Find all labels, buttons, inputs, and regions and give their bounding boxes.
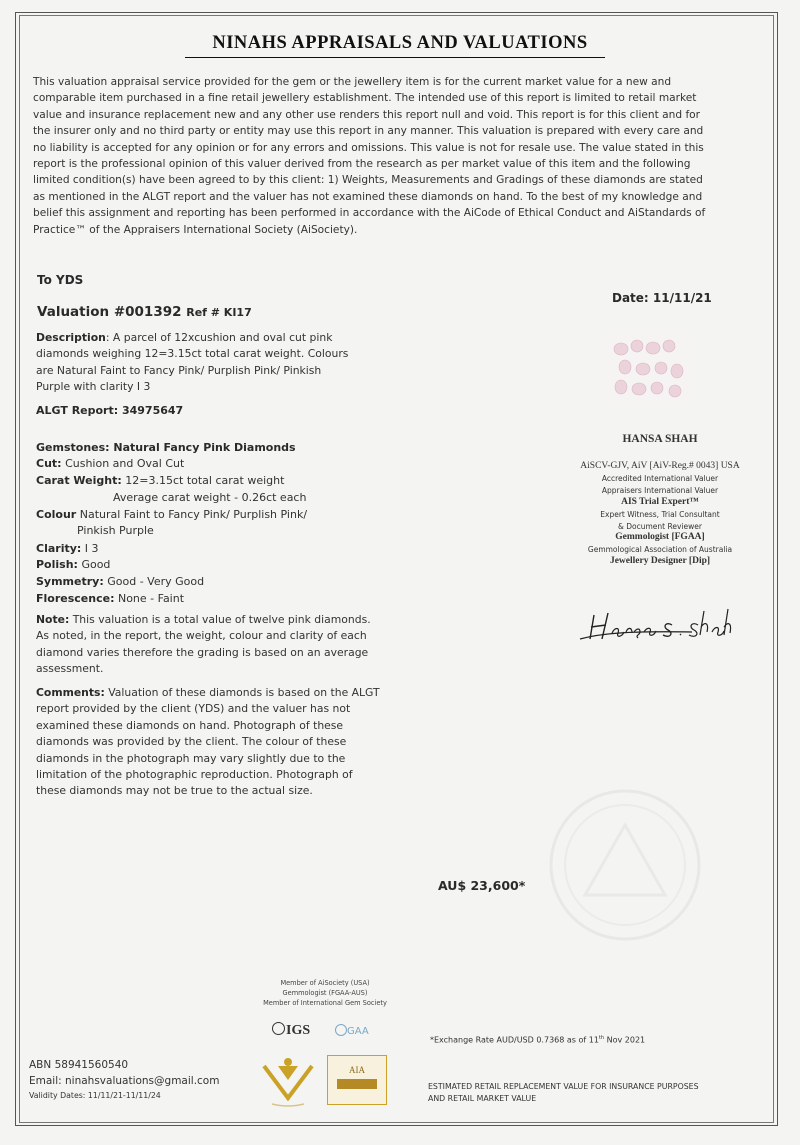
validity-dates: Validity Dates: 11/11/21-11/11/24 bbox=[29, 1091, 161, 1100]
intro-line: Practice™ of the Appraisers International Society (AiSociety). bbox=[33, 223, 358, 236]
exchange-rate-tail: Nov 2021 bbox=[604, 1035, 646, 1045]
aia-badge bbox=[327, 1055, 387, 1105]
algt-report: ALGT Report: 34975647 bbox=[36, 404, 184, 417]
description-line: diamonds weighing 12=3.15ct total carat weight. Colours bbox=[36, 347, 349, 361]
note-label: Note: bbox=[36, 613, 70, 626]
symmetry-label: Symmetry: bbox=[36, 575, 104, 588]
intro-line: This valuation appraisal service provided for the gem or the jewellery item is for the current market value for a new and bbox=[33, 76, 672, 88]
valuer-name: HANSA SHAH bbox=[622, 433, 698, 445]
aia-ribbon bbox=[337, 1079, 377, 1089]
description-line: : A parcel of 12xcushion and oval cut pink bbox=[105, 331, 333, 344]
credential-line: Accredited International Valuer bbox=[601, 473, 719, 483]
exchange-rate-sup: th bbox=[598, 1035, 605, 1041]
gemstones: Gemstones: Natural Fancy Pink Diamonds bbox=[36, 441, 296, 454]
carat-row bbox=[36, 474, 284, 487]
intro-line: as mentioned in the ALGT report and the valuer has not examined these diamonds on hand. To the best of my knowledge and bbox=[33, 190, 703, 203]
polish-row bbox=[36, 558, 110, 571]
note-line: As noted, in the report, the weight, colour and clarity of each bbox=[36, 629, 367, 643]
gaa-logo bbox=[335, 1024, 369, 1037]
credential-line: Appraisers International Valuer bbox=[601, 485, 719, 495]
florescence-value: None - Faint bbox=[117, 592, 185, 605]
comments-line: Valuation of these diamonds is based on the ALGT bbox=[104, 686, 380, 699]
comments-line: diamonds in the photograph may vary slightly due to the bbox=[36, 751, 346, 765]
intro-line: no liability is accepted for any opinion or for any errors and omissions. This value is not for resale use. The value stated in this bbox=[33, 141, 704, 154]
note-line: assessment. bbox=[36, 662, 104, 676]
colour-label: Colour bbox=[36, 508, 77, 521]
comments-line: limitation of the photographic reproduction. Photograph of bbox=[36, 768, 353, 782]
watermark-seal bbox=[545, 785, 705, 945]
clarity-label: Clarity: bbox=[36, 542, 82, 555]
comments-label: Comments: bbox=[36, 686, 105, 699]
description-block bbox=[36, 330, 398, 396]
membership-line: Member of AiSociety (USA) bbox=[280, 979, 370, 987]
credential-line: Expert Witness, Trial Consultant bbox=[600, 509, 720, 519]
recipient: To YDS bbox=[37, 273, 84, 287]
reference-number: Ref # KI17 bbox=[186, 306, 252, 319]
comments-line: report provided by the client (YDS) and the valuer has not bbox=[36, 702, 351, 716]
symmetry-value: Good - Very Good bbox=[107, 575, 205, 588]
membership-line: Gemmologist (FGAA-AUS) bbox=[282, 989, 368, 997]
intro-line: value and insurance replacement new and any other use renders this report null and void. This report is for this client and for bbox=[33, 108, 701, 121]
florescence-row bbox=[36, 592, 184, 605]
email: Email: ninahsvaluations@gmail.com bbox=[29, 1075, 220, 1087]
gaa-circle-icon bbox=[335, 1024, 347, 1036]
gaa-logo-text: GAA bbox=[347, 1026, 369, 1037]
description-label: Description bbox=[36, 331, 106, 344]
appraised-value: AU$ 23,600* bbox=[438, 878, 526, 893]
note-line: diamond varies therefore the grading is based on an average bbox=[36, 645, 369, 659]
estimated-line: AND RETAIL MARKET VALUE bbox=[428, 1094, 537, 1103]
symmetry-row bbox=[36, 575, 204, 588]
membership-line: Member of International Gem Society bbox=[263, 999, 387, 1007]
intro-paragraph bbox=[33, 74, 757, 238]
colour-row bbox=[36, 508, 307, 521]
exchange-rate bbox=[430, 1035, 645, 1045]
credential-line: AiSCV-GJV, AiV [AiV-Reg.# 0043] USA bbox=[580, 461, 740, 471]
exchange-rate-text: *Exchange Rate AUD/USD 0.7368 as of 11 bbox=[430, 1035, 599, 1045]
abn: ABN 58941560540 bbox=[29, 1059, 129, 1071]
comments-block bbox=[36, 685, 398, 800]
description-line: Purple with clarity I 3 bbox=[36, 380, 151, 394]
clarity-value: I 3 bbox=[84, 542, 99, 555]
polish-value: Good bbox=[81, 558, 111, 571]
carat-value: 12=3.15ct total carat weight bbox=[125, 474, 285, 487]
diamonds-photo bbox=[603, 331, 695, 405]
valuation-number bbox=[37, 304, 252, 320]
credential-line: & Document Reviewer bbox=[618, 521, 702, 531]
title-underline bbox=[185, 57, 605, 58]
carat-label: Carat Weight: bbox=[36, 474, 122, 487]
intro-line: belief this assignment and reporting has been performed in accordance with the AiCode of Ethical Conduct and AiStandards of bbox=[33, 207, 706, 220]
intro-line: limited condition(s) have been agreed to by this client: 1) Weights, Measurements and Gradings of these diamonds are stated bbox=[33, 174, 703, 187]
note-line: This valuation is a total value of twelve pink diamonds. bbox=[69, 613, 371, 626]
intro-line: the insurer only and no third party or entity may use this report in any manner. This valuation is prepared with every care and bbox=[33, 125, 704, 138]
aisociety-emblem bbox=[258, 1052, 318, 1108]
credential-line: AIS Trial Expert™ bbox=[621, 496, 699, 507]
globe-icon bbox=[272, 1022, 285, 1035]
estimated-value-statement bbox=[428, 1081, 699, 1105]
clarity-row bbox=[36, 542, 99, 555]
memberships bbox=[240, 978, 410, 1008]
carat-average: Average carat weight - 0.26ct each bbox=[113, 491, 307, 504]
cut-row bbox=[36, 457, 184, 470]
comments-line: these diamonds may not be true to the actual size. bbox=[36, 784, 313, 798]
cut-value: Cushion and Oval Cut bbox=[65, 457, 185, 470]
credential-line: Jewellery Designer [Dip] bbox=[609, 556, 711, 567]
igs-logo-text: IGS bbox=[286, 1023, 311, 1038]
florescence-label: Florescence: bbox=[36, 592, 115, 605]
note-block bbox=[36, 612, 398, 678]
igs-logo bbox=[272, 1022, 310, 1039]
description-line: are Natural Faint to Fancy Pink/ Purplish Pink/ Pinkish bbox=[36, 363, 322, 377]
colour-sub: Pinkish Purple bbox=[77, 524, 154, 537]
credential-line: Gemmologist [FGAA] bbox=[615, 532, 705, 543]
valuation-id: Valuation #001392 bbox=[37, 304, 182, 320]
comments-line: examined these diamonds on hand. Photograph of these bbox=[36, 718, 344, 732]
credential-line: Gemmological Association of Australia bbox=[587, 545, 733, 555]
valuer-signature bbox=[572, 605, 772, 653]
cut-label: Cut: bbox=[36, 457, 62, 470]
valuer-credentials bbox=[540, 461, 780, 568]
intro-line: comparable item purchased in a fine retail jewellery establishment. The intended use of this report is limited to retail market bbox=[33, 92, 697, 105]
colour-value: Natural Faint to Fancy Pink/ Purplish Pink/ bbox=[79, 508, 308, 521]
estimated-line: ESTIMATED RETAIL REPLACEMENT VALUE FOR INSURANCE PURPOSES bbox=[428, 1082, 699, 1091]
document-title: NINAHS APPRAISALS AND VALUATIONS bbox=[212, 33, 588, 53]
intro-line: report is the professional opinion of this valuer derived from the research as per market value of this item and the following bbox=[33, 158, 691, 171]
report-date: Date: 11/11/21 bbox=[612, 291, 712, 305]
comments-line: diamonds was provided by the client. The colour of these bbox=[36, 735, 347, 749]
polish-label: Polish: bbox=[36, 558, 78, 571]
aia-badge-text: AIA bbox=[349, 1065, 365, 1075]
